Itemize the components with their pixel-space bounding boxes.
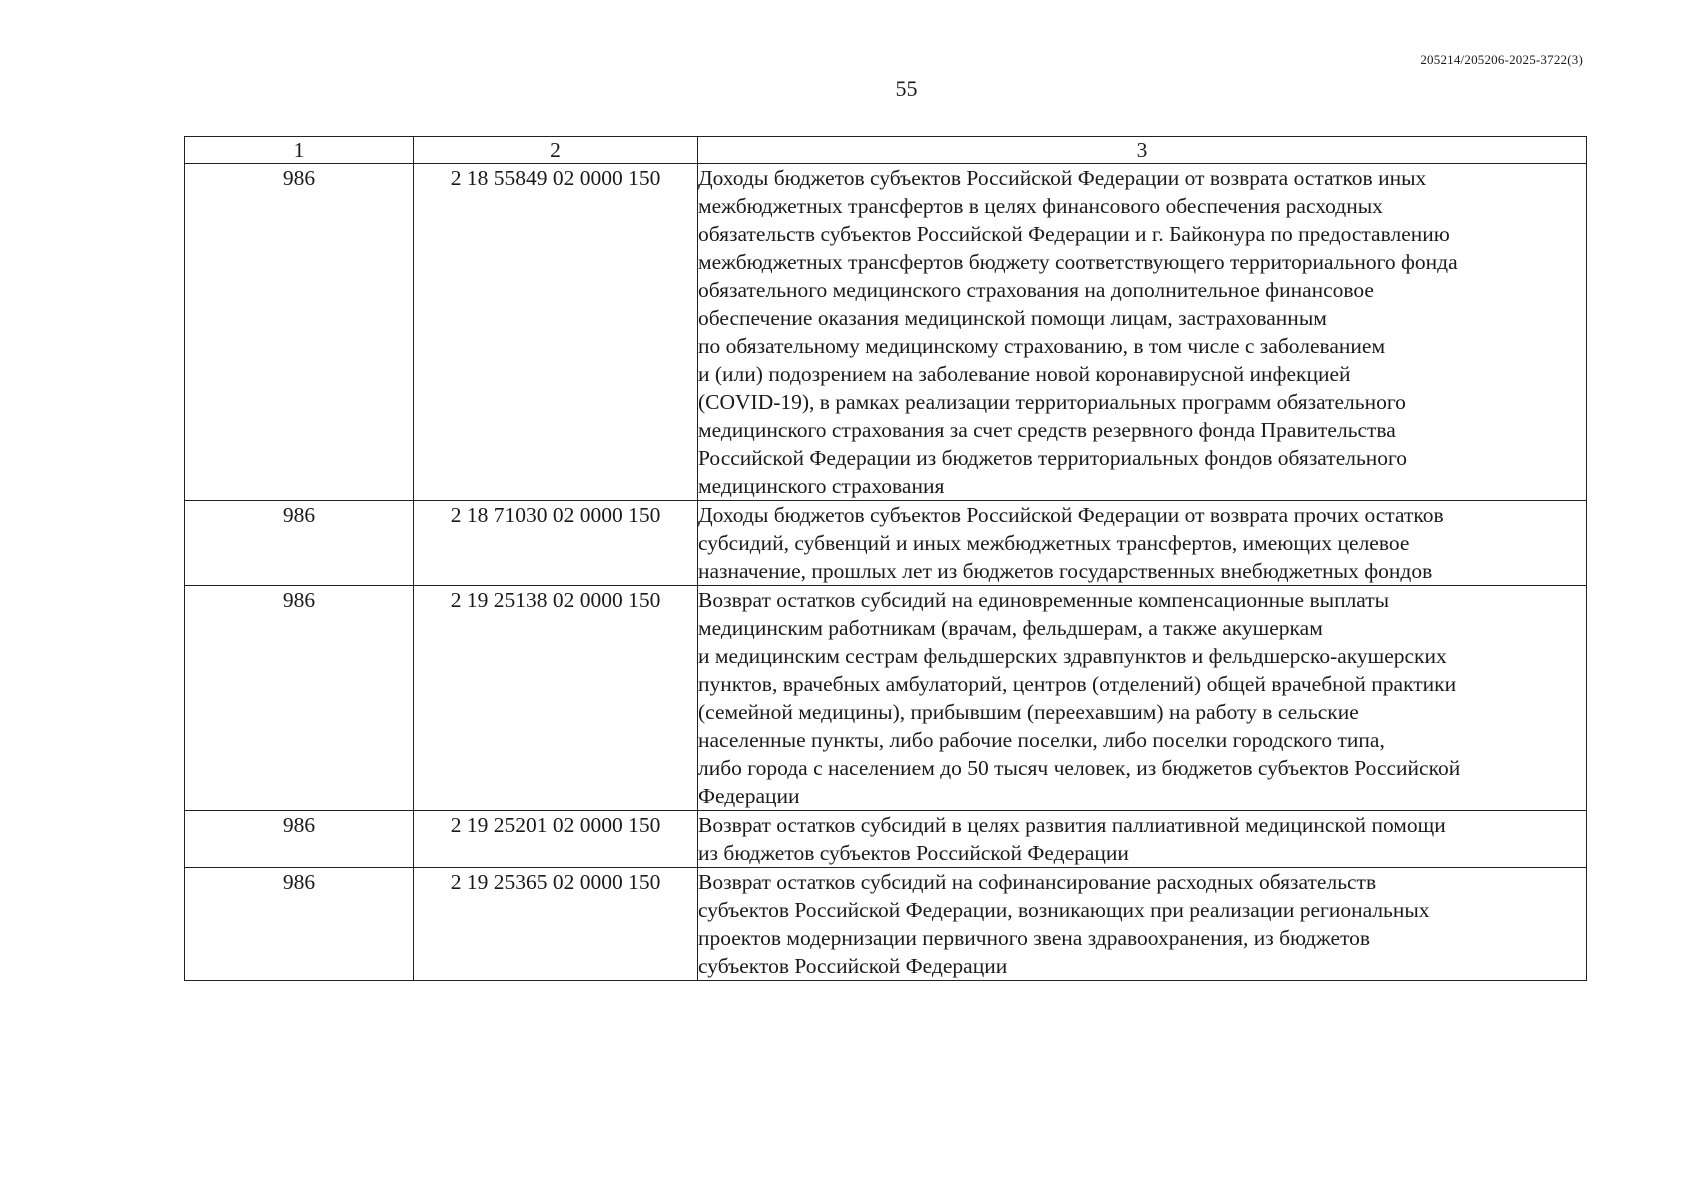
budget-class-code-cell: 2 19 25201 02 0000 150 — [414, 811, 698, 868]
admin-code-cell: 986 — [185, 586, 414, 811]
description-line: медицинского страхования за счет средств резервного фонда Правительства — [698, 418, 1396, 442]
description-cell — [698, 811, 1587, 868]
description-line: проектов модернизации первичного звена здравоохранения, из бюджетов — [698, 926, 1371, 950]
description-line: субъектов Российской Федерации, возникающих при реализации региональных — [698, 898, 1430, 922]
description-line: субъектов Российской Федерации — [698, 954, 1008, 978]
budget-class-code-cell: 2 19 25365 02 0000 150 — [414, 868, 698, 981]
description-line: Доходы бюджетов субъектов Российской Федерации от возврата остатков иных — [698, 166, 1427, 190]
description-cell — [698, 501, 1587, 586]
budget-class-code-cell: 2 18 55849 02 0000 150 — [414, 164, 698, 501]
description-line: субсидий, субвенций и иных межбюджетных трансфертов, имеющих целевое — [698, 531, 1410, 555]
table-row — [185, 811, 1587, 868]
description-line: обязательного медицинского страхования на дополнительное финансовое — [698, 278, 1374, 302]
budget-codes-table — [184, 136, 1587, 981]
description-line: (семейной медицины), прибывшим (переехавшим) на работу в сельские — [698, 700, 1359, 724]
description-cell — [698, 164, 1587, 501]
description-line: медицинским работникам (врачам, фельдшерам, а также акушеркам — [698, 616, 1323, 640]
description-line: обеспечение оказания медицинской помощи лицам, застрахованным — [698, 306, 1327, 330]
description-line: из бюджетов субъектов Российской Федерации — [698, 841, 1129, 865]
description-line: Возврат остатков субсидий на софинансирование расходных обязательств — [698, 870, 1377, 894]
budget-class-code-cell: 2 18 71030 02 0000 150 — [414, 501, 698, 586]
column-header-1: 1 — [185, 137, 414, 164]
description-line: и медицинским сестрам фельдшерских здравпунктов и фельдшерско-акушерских — [698, 644, 1447, 668]
table-header-row — [185, 137, 1587, 164]
description-line: Российской Федерации из бюджетов территориальных фондов обязательного — [698, 446, 1408, 470]
budget-class-code-cell: 2 19 25138 02 0000 150 — [414, 586, 698, 811]
description-line: Возврат остатков субсидий на единовременные компенсационные выплаты — [698, 588, 1390, 612]
document-id: 205214/205206-2025-3722(3) — [1420, 52, 1583, 67]
description-line: Возврат остатков субсидий в целях развития паллиативной медицинской помощи — [698, 813, 1446, 837]
description-line: межбюджетных трансфертов в целях финансового обеспечения расходных — [698, 194, 1383, 218]
description-line: обязательств субъектов Российской Федерации и г. Байконура по предоставлению — [698, 222, 1450, 246]
table-row — [185, 586, 1587, 811]
description-line: пунктов, врачебных амбулаторий, центров (отделений) общей врачебной практики — [698, 672, 1457, 696]
description-line: медицинского страхования — [698, 474, 945, 498]
admin-code-cell: 986 — [185, 868, 414, 981]
admin-code-cell: 986 — [185, 501, 414, 586]
description-line: либо города с населением до 50 тысяч человек, из бюджетов субъектов Российской — [698, 756, 1461, 780]
description-line: по обязательному медицинскому страхованию, в том числе с заболеванием — [698, 334, 1386, 358]
description-line: назначение, прошлых лет из бюджетов государственных внебюджетных фондов — [698, 559, 1433, 583]
description-line: и (или) подозрением на заболевание новой коронавирусной инфекцией — [698, 362, 1351, 386]
description-cell — [698, 586, 1587, 811]
table-row — [185, 501, 1587, 586]
description-line: межбюджетных трансфертов бюджету соответствующего территориального фонда — [698, 250, 1458, 274]
admin-code-cell: 986 — [185, 811, 414, 868]
page-number: 55 — [895, 76, 918, 101]
admin-code-cell: 986 — [185, 164, 414, 501]
description-line: Федерации — [698, 784, 800, 808]
column-header-3: 3 — [698, 137, 1587, 164]
table-row — [185, 164, 1587, 501]
description-line: Доходы бюджетов субъектов Российской Федерации от возврата прочих остатков — [698, 503, 1444, 527]
description-cell — [698, 868, 1587, 981]
description-line: (COVID-19), в рамках реализации территориальных программ обязательного — [698, 390, 1406, 414]
column-header-2: 2 — [414, 137, 698, 164]
description-line: населенные пункты, либо рабочие поселки, либо поселки городского типа, — [698, 728, 1385, 752]
table-row — [185, 868, 1587, 981]
